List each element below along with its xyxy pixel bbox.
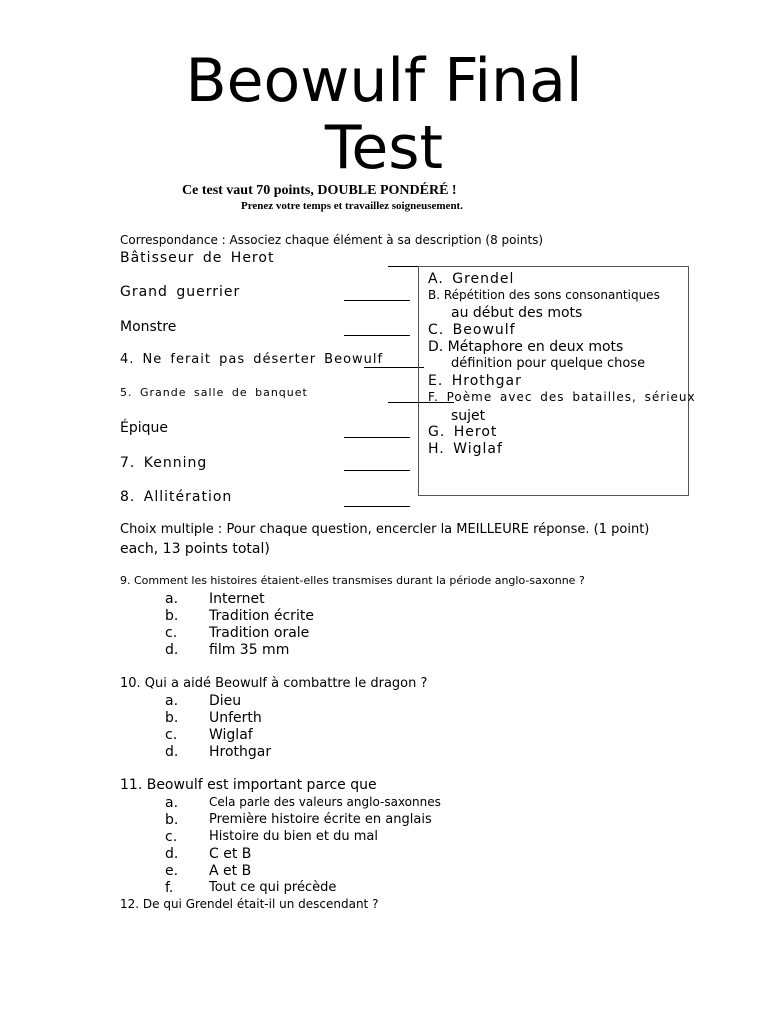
mc-instructions-line-2: each, 13 points total)	[120, 541, 270, 557]
option-g: G. Herot	[428, 424, 498, 440]
choice-option[interactable]: Première histoire écrite en anglais	[209, 812, 432, 827]
question-10: 10. Qui a aidé Beowulf à combattre le dragon ?	[120, 676, 428, 691]
choice-letter: c.	[165, 625, 178, 641]
choice-letter: a.	[165, 591, 179, 607]
option-h: H. Wiglaf	[428, 441, 503, 457]
question-11: 11. Beowulf est important parce que	[120, 777, 377, 793]
answer-blank-7[interactable]	[344, 470, 410, 471]
choice-option[interactable]: Wiglaf	[209, 727, 253, 743]
option-b: B. Répétition des sons consonantiques	[428, 288, 660, 302]
choice-letter: e.	[165, 863, 179, 879]
choice-option[interactable]: Dieu	[209, 693, 242, 709]
mc-instructions-line-1: Choix multiple : Pour chaque question, encercler la MEILLEURE réponse. (1 point)	[120, 522, 650, 537]
choice-option[interactable]: C et B	[209, 846, 252, 862]
choice-letter: b.	[165, 812, 179, 828]
question-9: 9. Comment les histoires étaient-elles transmises durant la période anglo-saxonne ?	[120, 574, 585, 587]
option-a: A. Grendel	[428, 271, 515, 287]
matching-item-4: 4. Ne ferait pas déserter Beowulf	[120, 352, 384, 367]
choice-option[interactable]: Internet	[209, 591, 265, 607]
choice-letter: b.	[165, 608, 179, 624]
matching-item-2: Grand guerrier	[120, 284, 241, 300]
choice-option[interactable]: Hrothgar	[209, 744, 272, 760]
choice-letter: f.	[165, 880, 174, 896]
choice-letter: d.	[165, 744, 179, 760]
choice-letter: d.	[165, 846, 179, 862]
choice-option[interactable]: Tout ce qui précède	[209, 880, 337, 895]
choice-option[interactable]: A et B	[209, 863, 252, 879]
choice-option[interactable]: Histoire du bien et du mal	[209, 829, 378, 844]
answer-blank-4[interactable]	[364, 367, 424, 368]
option-c: C. Beowulf	[428, 322, 516, 338]
choice-letter: a.	[165, 795, 179, 811]
subtitle-points: Ce test vaut 70 points, DOUBLE PONDÉRÉ !	[182, 183, 457, 198]
matching-instructions: Correspondance : Associez chaque élément à sa description (8 points)	[120, 233, 544, 247]
answer-blank-6[interactable]	[344, 437, 410, 438]
answer-blank-3[interactable]	[344, 335, 410, 336]
matching-item-8: 8. Allitération	[120, 489, 233, 505]
choice-option[interactable]: Tradition écrite	[209, 608, 314, 624]
option-b-continued: au début des mots	[451, 305, 583, 321]
page-title-line-1: Beowulf Final	[185, 46, 583, 116]
subtitle-instructions: Prenez votre temps et travaillez soigneusement.	[241, 200, 463, 212]
choice-option[interactable]: Unferth	[209, 710, 262, 726]
option-f: F. Poème avec des batailles, sérieux	[428, 390, 696, 404]
choice-option[interactable]: Tradition orale	[209, 625, 310, 641]
choice-letter: c.	[165, 727, 178, 743]
option-e: E. Hrothgar	[428, 373, 522, 389]
answer-blank-8[interactable]	[344, 506, 410, 507]
option-d-continued: définition pour quelque chose	[451, 356, 646, 371]
question-12: 12. De qui Grendel était-il un descendant ?	[120, 897, 379, 911]
option-f-continued: sujet	[451, 408, 486, 424]
choice-letter: a.	[165, 693, 179, 709]
choice-option[interactable]: film 35 mm	[209, 642, 290, 658]
choice-letter: b.	[165, 710, 179, 726]
choice-letter: c.	[165, 829, 178, 845]
answer-blank-2[interactable]	[344, 300, 410, 301]
choice-letter: d.	[165, 642, 179, 658]
matching-item-3: Monstre	[120, 319, 177, 335]
option-d: D. Métaphore en deux mots	[428, 339, 624, 355]
matching-item-6: Épique	[120, 420, 168, 436]
page-title-line-2: Test	[324, 113, 444, 183]
matching-item-5: 5. Grande salle de banquet	[120, 386, 308, 399]
choice-option[interactable]: Cela parle des valeurs anglo-saxonnes	[209, 795, 441, 809]
matching-item-7: 7. Kenning	[120, 455, 208, 471]
matching-item-1: Bâtisseur de Herot	[120, 250, 275, 266]
